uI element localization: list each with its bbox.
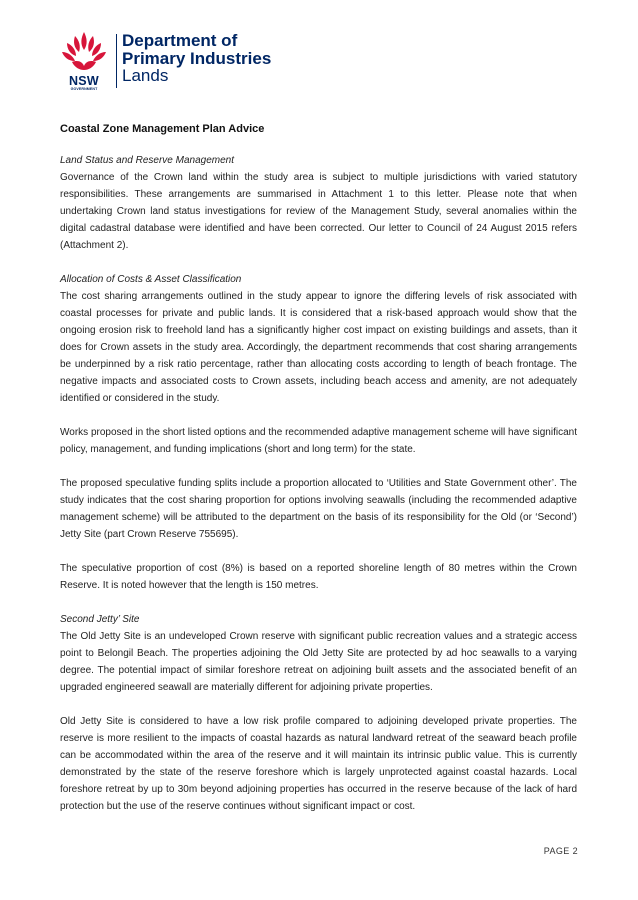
paragraph: The proposed speculative funding splits include a proportion allocated to ‘Utilities and State Government other’. The study indicates that the cost sharing proportion for options involving seawalls (including the recommended adaptive management scheme) will be attributed to the department on the basis of its responsibility for the Old (or ‘Second’) Jetty Site (part Crown Reserve 755695). (60, 478, 577, 540)
section-heading: Second Jetty’ Site (60, 614, 140, 625)
document-title: Coastal Zone Management Plan Advice (60, 123, 265, 135)
section-heading: Land Status and Reserve Management (60, 155, 234, 166)
department-name (122, 32, 271, 85)
paragraph: Old Jetty Site is considered to have a low risk profile compared to adjoining developed private properties. The reserve is more resilient to the impacts of coastal hazards as natural landward retreat of the seaward beach profile can be accommodated within the area of the reserve and it will maintain its intrinsic public value. This is currently demonstrated by the state of the reserve foreshore which is largely unprotected against coastal hazards. Local foreshore retreat by up to 30m beyond adjoining properties has occurred in the reserve because of the lack of hard protection but the use of the reserve continues without significant impact or cost. (60, 716, 577, 812)
nsw-government-wordmark (58, 76, 110, 92)
department-name-line2: Primary Industries (122, 48, 272, 68)
paragraph: Governance of the Crown land within the study area is subject to multiple jurisdictions with varied statutory responsibilities. These arrangements are summarised in Attachment 1 to this letter. Please note that when undertaking Crown land status investigations for review of the Management Study, several anomalies within the digital cadastral database were identified and have been corrected. Our letter to Council of 24 August 2015 refers (Attachment 2). (60, 172, 577, 251)
page-number: PAGE 2 (543, 846, 578, 856)
nsw-department-logo (58, 28, 298, 92)
paragraph: The speculative proportion of cost (8%) is based on a reported shoreline length of 80 metres within the Crown Reserve. It is noted however that the length is 150 metres. (60, 563, 577, 591)
document-body (60, 121, 577, 832)
paragraph: The Old Jetty Site is an undeveloped Crown reserve with significant public recreation values and a strategic access point to Belongil Beach. The properties adjoining the Old Jetty Site are protected by ad hoc seawalls to a varying degree. The potential impact of similar foreshore retreat on adjoining built assets and the associated benefit of an upgraded engineered seawall are materially different for adjoining private properties. (60, 631, 577, 693)
logo-government-text: GOVERNMENT (70, 87, 98, 91)
paragraph: Works proposed in the short listed options and the recommended adaptive management scheme will have significant policy, management, and funding implications (short and long term) for the state. (60, 427, 577, 455)
logo-nsw-text: NSW (68, 74, 100, 88)
section-heading: Allocation of Costs & Asset Classification (60, 274, 242, 285)
department-name-line1: Department of (122, 31, 238, 50)
department-name-line3: Lands (122, 66, 169, 85)
paragraph: The cost sharing arrangements outlined in the study appear to ignore the differing levels of risk associated with coastal processes for private and public lands. It is considered that a risk-based approach would show that the ongoing erosion risk to freehold land has a significantly higher cost impact on existing buildings and assets, than it does for Crown assets in the study area. Accordingly, the department recommends that cost sharing arrangements be underpinned by a risk ratio percentage, rather than allocating costs according to length of beach frontage. The negative impacts and associated costs to Crown assets, including beach access and amenity, are not adequately identified or considered in the study. (60, 291, 577, 404)
logo-divider (116, 34, 117, 88)
